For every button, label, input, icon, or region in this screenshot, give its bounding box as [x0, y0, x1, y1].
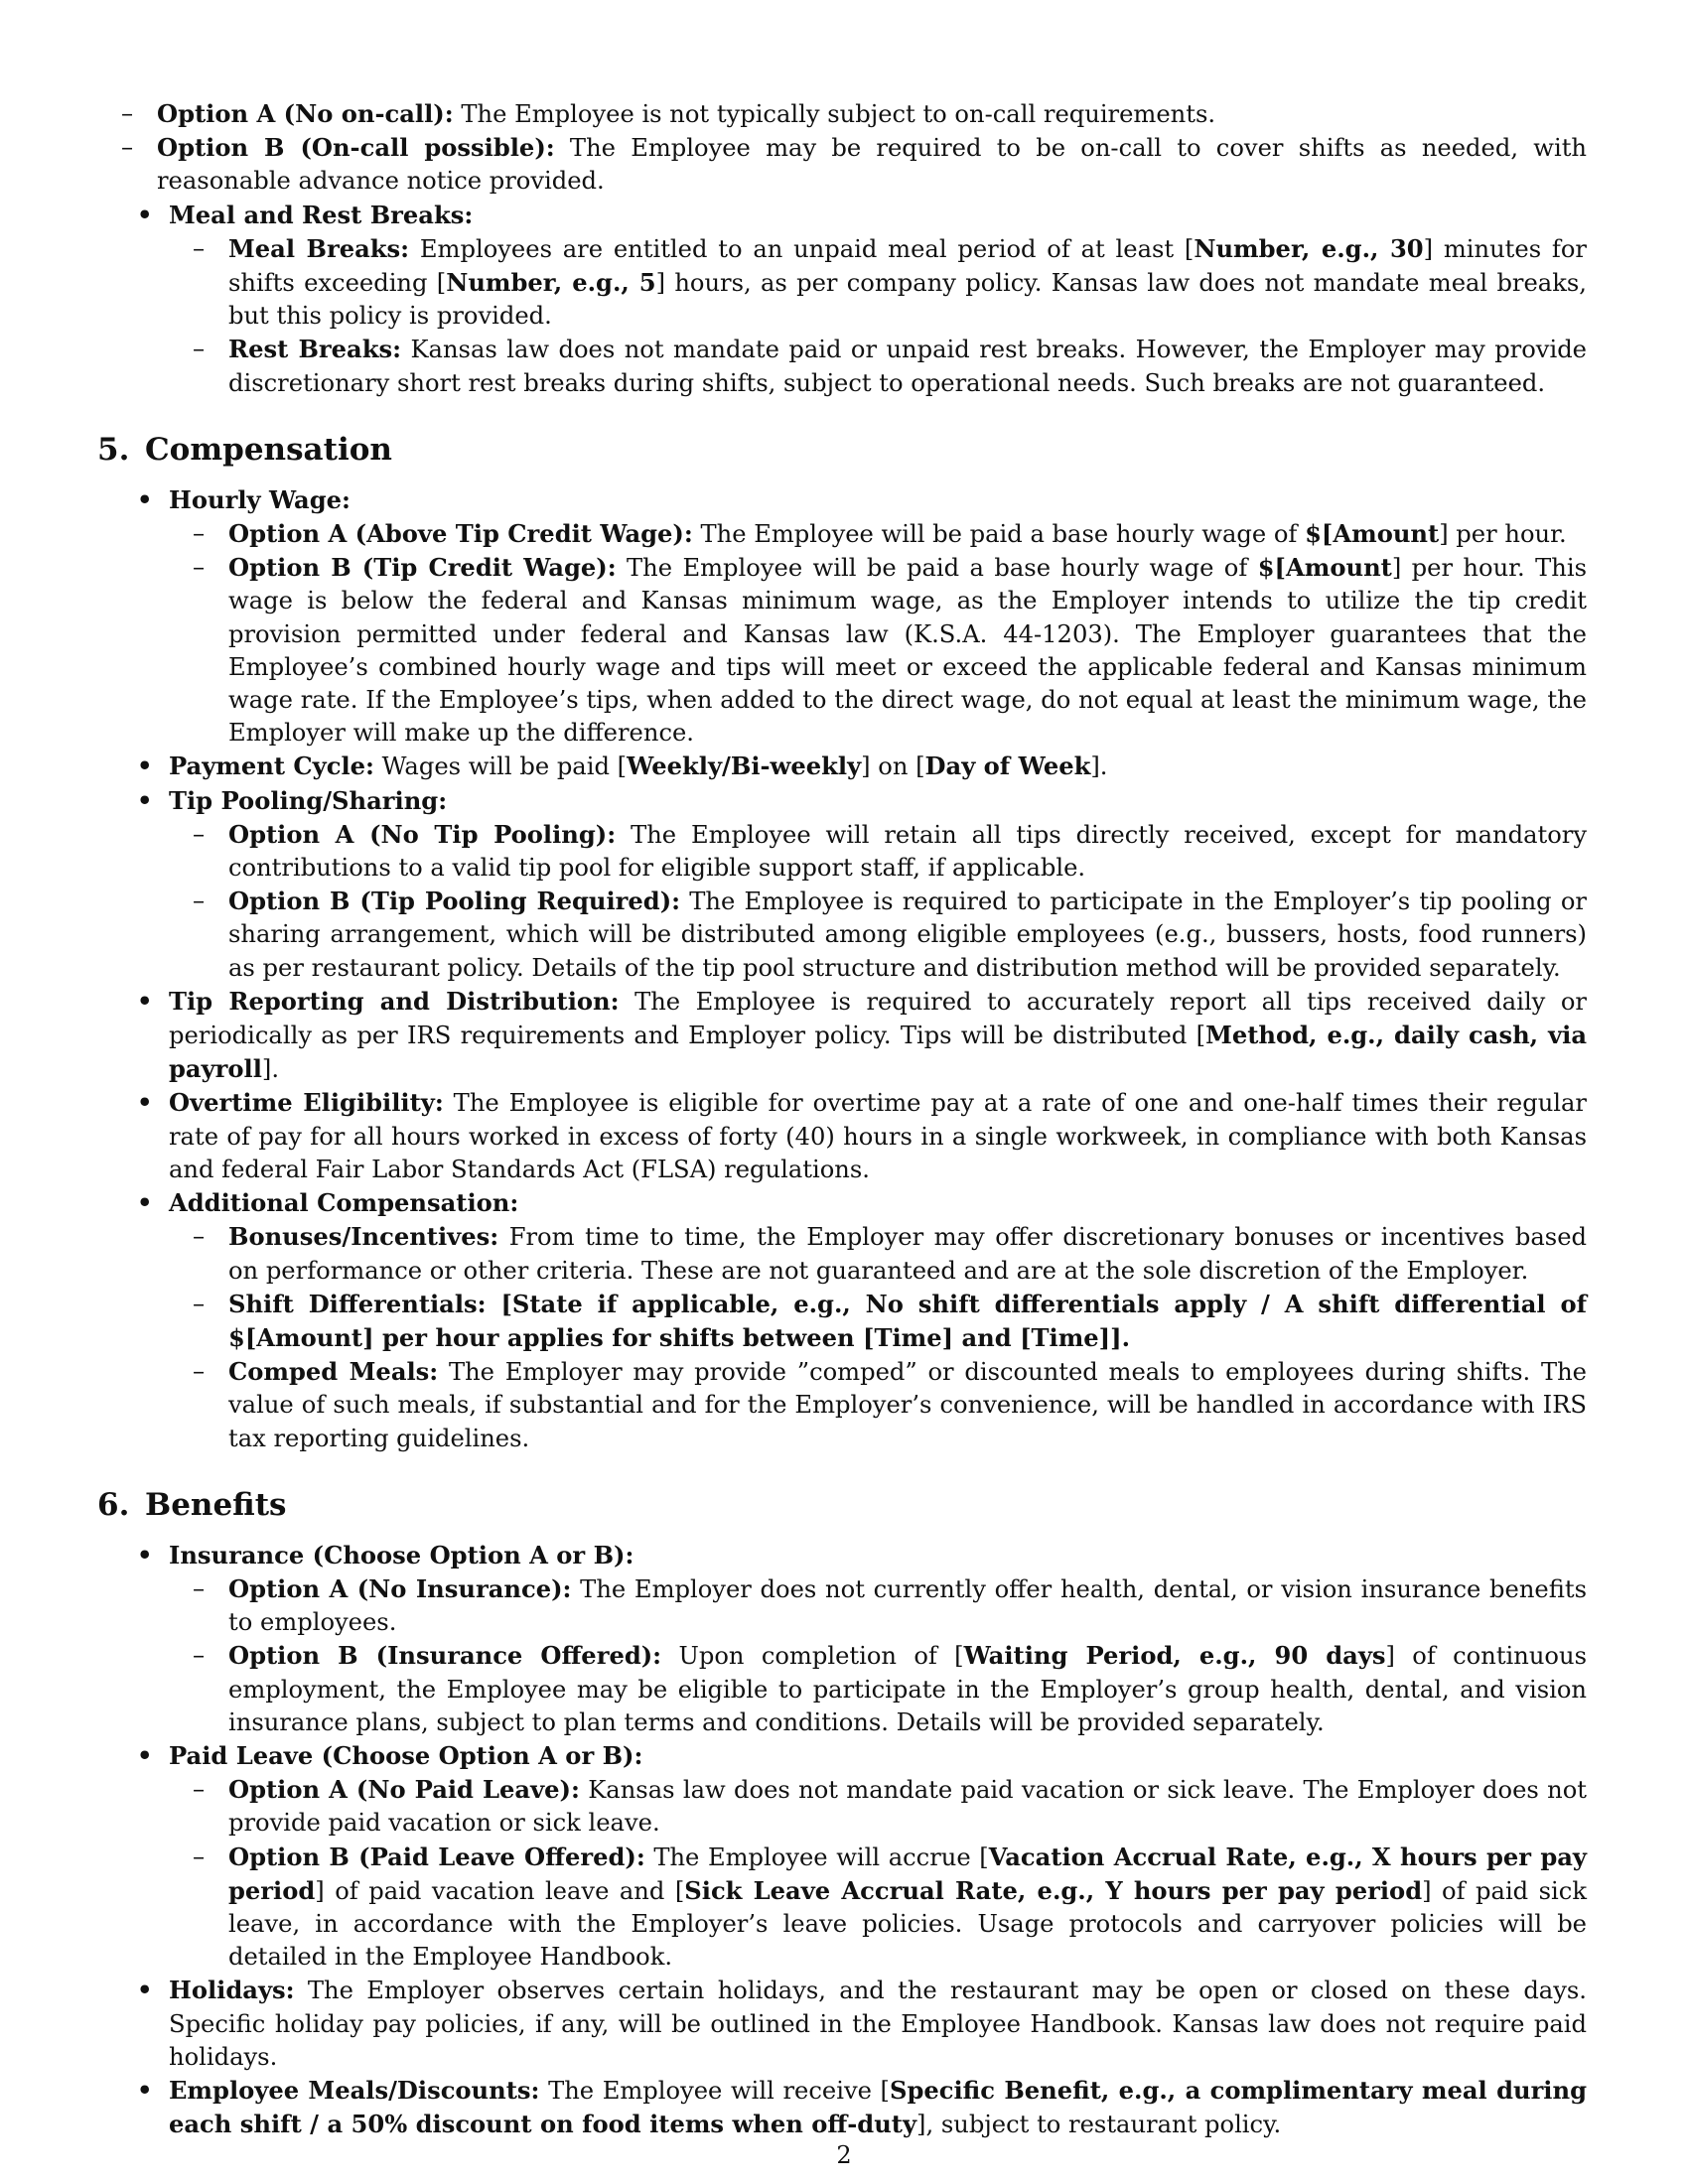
- list-item: • Additional Compensation: – Bonuses/Incentives: From time to time, the Employer may offer discretionary bonuses or incentives based on performance or other criteria. These are not guaranteed and are at the sole discretion of the Employer. – Shift Differentials: [State if applicable, e.g., No shift differentials apply / A shift differential of $[Amount] per hour applies for shifts between [Time] and [Time]]. – Comped Meals: The Employer may provide ”comped” or discounted meals to employees during shifts. The value of such meals, if substantial and for the Employer’s convenience, will be handled in accordance with IRS tax reporting guidelines.: [97, 1186, 1587, 1455]
- section-title-compensation: 5. Compensation: [97, 431, 392, 468]
- list-item: • Paid Leave (Choose Option A or B): – Option A (No Paid Leave): Kansas law does not mandate paid vacation or sick leave. The Employer does not provide paid vacation or sick leave. – Option B (Paid Leave Offered): The Employee will accrue [Vacation Accrual Rate, e.g., X hours per pay period] of paid vacation leave and [Sick Leave Accrual Rate, e.g., Y hours per pay period] of paid sick leave, in accordance with the Employer’s leave policies. Usage protocols and carryover policies will be detailed in the Employee Handbook.: [97, 1739, 1587, 1974]
- bullet-marker: •: [137, 200, 153, 229]
- dash-marker: –: [193, 519, 206, 548]
- dash-marker: –: [193, 1775, 206, 1804]
- list-item: • Employee Meals/Discounts: The Employee will receive [Specific Benefit, e.g., a complimentary meal during each shift / a 50% discount on food items when off-duty], subject to restaurant policy.: [137, 2075, 1587, 2139]
- dash-marker: –: [193, 1842, 206, 1870]
- list-item: • Holidays: The Employer observes certain holidays, and the restaurant may be open or closed on these days. Specific holiday pay policies, if any, will be outlined in the Employee Handbook. Kansas law does not require paid holidays.: [137, 1976, 1587, 2071]
- bullet-marker: •: [137, 1088, 153, 1118]
- list-item: – Bonuses/Incentives: From time to time, the Employer may offer discretionary bonuses or incentives based on performance or other criteria. These are not guaranteed and are at the sole discretion of the Employer.: [193, 1222, 1587, 1285]
- list-item: • Overtime Eligibility: The Employee is eligible for overtime pay at a rate of one and one-half times their regular rate of pay for all hours worked in excess of forty (40) hours in a single workweek, in compliance with both Kansas and federal Fair Labor Standards Act (FLSA) regulations.: [137, 1088, 1587, 1183]
- list-item: • Tip Pooling/Sharing: – Option A (No Tip Pooling): The Employee will retain all tips directly received, except for mandatory contributions to a valid tip pool for eligible support staff, if applicable. – Option B (Tip Pooling Required): The Employee is required to participate in the Employer’s tip pooling or sharing arrangement, which will be distributed among eligible employees (e.g., bussers, hosts, food runners) as per restaurant policy. Details of the tip pool structure and distribution method will be provided separately.: [97, 784, 1587, 985]
- oncall-options: [97, 97, 1587, 199]
- list-item: • Insurance (Choose Option A or B): – Option A (No Insurance): The Employer does not currently offer health, dental, or vision insurance benefits to employees. – Option B (Insurance Offered): Upon completion of [Waiting Period, e.g., 90 days] of continuous employment, the Employee may be eligible to participate in the Employer’s group health, dental, and vision insurance plans, subject to plan terms and conditions. Details will be provided separately.: [97, 1539, 1587, 1739]
- dash-marker: –: [193, 1222, 206, 1251]
- list-item: – Comped Meals: The Employer may provide ”comped” or discounted meals to employees during shifts. The value of such meals, if substantial and for the Employer’s convenience, will be handled in accordance with IRS tax reporting guidelines.: [193, 1357, 1587, 1452]
- list-item: – Meal Breaks: Employees are entitled to an unpaid meal period of at least [Number, e.g., 30] minutes for shifts exceeding [Number, e.g., 5] hours, as per company policy. Kansas law does not mandate meal breaks, but this policy is provided.: [193, 233, 1587, 331]
- benefits-list: [97, 1539, 1587, 2142]
- list-item: – Option A (No Insurance): The Employer does not currently offer health, dental, or vision insurance benefits to employees.: [193, 1573, 1588, 1637]
- dash-marker: –: [121, 133, 134, 162]
- list-item: – Option A (No Paid Leave): Kansas law does not mandate paid vacation or sick leave. The Employer does not provide paid vacation or sick leave.: [193, 1775, 1587, 1838]
- list-item: • Payment Cycle: Wages will be paid [Weekly/Bi-weekly] on [Day of Week].: [97, 750, 1587, 783]
- bullet-marker: •: [137, 986, 153, 1016]
- list-item: – Option B (On-call possible): The Employee may be required to be on-call to cover shifts as needed, with reasonable advance notice provided.: [121, 133, 1587, 196]
- list-item: – Option B (Paid Leave Offered): The Employee will accrue [Vacation Accrual Rate, e.g., X hours per pay period] of paid vacation leave and [Sick Leave Accrual Rate, e.g., Y hours per pay period] of paid sick leave, in accordance with the Employer’s leave policies. Usage protocols and carryover policies will be detailed in the Employee Handbook.: [193, 1842, 1587, 1972]
- breaks-list: [97, 199, 1587, 400]
- list-item: – Option A (No on-call): The Employee is not typically subject to on-call requirements.: [26, 97, 1587, 131]
- dash-marker: –: [193, 335, 206, 363]
- document-page: [97, 97, 1587, 2141]
- list-item: – Option A (Above Tip Credit Wage): The Employee will be paid a base hourly wage of $[Amount] per hour.: [97, 517, 1587, 551]
- bullet-marker: •: [137, 1976, 153, 2005]
- list-item: • Tip Reporting and Distribution: The Employee is required to accurately report all tips received daily or periodically as per IRS requirements and Employer policy. Tips will be distributed [Method, e.g., daily cash, via payroll].: [137, 986, 1587, 1084]
- list-item: – Shift Differentials: [State if applicable, e.g., No shift differentials apply / A shift differential of $[Amount] per hour applies for shifts between [Time] and [Time]].: [193, 1289, 1587, 1352]
- list-item: – Option B (Insurance Offered): Upon completion of [Waiting Period, e.g., 90 days] of continuous employment, the Employee may be eligible to participate in the Employer’s group health, dental, and vision insurance plans, subject to plan terms and conditions. Details will be provided separately.: [193, 1641, 1587, 1736]
- compensation-list: [97, 483, 1587, 1455]
- dash-marker: –: [193, 1641, 206, 1670]
- bullet-marker: •: [137, 785, 153, 815]
- dash-marker: –: [121, 99, 134, 127]
- bullet-marker: •: [137, 751, 153, 781]
- bullet-marker: •: [137, 1540, 153, 1570]
- section-title-benefits: 6. Benefits: [97, 1486, 287, 1523]
- dash-marker: –: [193, 887, 206, 915]
- list-item: – Option A (No Tip Pooling): The Employee will retain all tips directly received, except for mandatory contributions to a valid tip pool for eligible support staff, if applicable.: [193, 819, 1587, 883]
- dash-marker: –: [193, 819, 206, 848]
- page-number: 2: [836, 2141, 852, 2169]
- list-item: – Option B (Tip Credit Wage): The Employee will be paid a base hourly wage of $[Amount] per hour. This wage is below the federal and Kansas minimum wage, as the Employer intends to utilize the tip credit provision permitted under federal and Kansas law (K.S.A. 44-1203). The Employer guarantees that the Employee’s combined hourly wage and tips will meet or exceed the applicable federal and Kansas minimum wage rate. If the Employee’s tips, when added to the direct wage, do not equal at least the minimum wage, the Employer will make up the difference.: [193, 553, 1588, 748]
- dash-marker: –: [193, 233, 206, 262]
- dash-marker: –: [193, 1289, 206, 1317]
- dash-marker: –: [193, 1357, 206, 1386]
- list-item: • Hourly Wage: – Option A (Above Tip Credit Wage): The Employee will be paid a base hourly wage of $[Amount] per hour. – Option B (Tip Credit Wage): The Employee will be paid a base hourly wage of $[Amount] per hour. This wage is below the federal and Kansas minimum wage, as the Employer intends to utilize the tip credit provision permitted under federal and Kansas law (K.S.A. 44-1203). The Employer guarantees that the Employee’s combined hourly wage and tips will meet or exceed the applicable federal and Kansas minimum wage rate. If the Employee’s tips, when added to the direct wage, do not equal at least the minimum wage, the Employer will make up the difference.: [97, 483, 1587, 751]
- list-item: • Meal and Rest Breaks: – Meal Breaks: Employees are entitled to an unpaid meal period of at least [Number, e.g., 30] minutes for shifts exceeding [Number, e.g., 5] hours, as per company policy. Kansas law does not mandate meal breaks, but this policy is provided. – Rest Breaks: Kansas law does not mandate paid or unpaid rest breaks. However, the Employer may provide discretionary short rest breaks during shifts, subject to operational needs. Such breaks are not guaranteed.: [97, 199, 1587, 400]
- list-item: – Option B (Tip Pooling Required): The Employee is required to participate in the Employer’s tip pooling or sharing arrangement, which will be distributed among eligible employees (e.g., bussers, hosts, food runners) as per restaurant policy. Details of the tip pool structure and distribution method will be provided separately.: [193, 887, 1587, 982]
- list-item: – Rest Breaks: Kansas law does not mandate paid or unpaid rest breaks. However, the Employer may provide discretionary short rest breaks during shifts, subject to operational needs. Such breaks are not guaranteed.: [193, 335, 1587, 397]
- dash-marker: –: [193, 553, 206, 582]
- bullet-marker: •: [137, 1188, 153, 1218]
- dash-marker: –: [193, 1573, 206, 1602]
- bullet-marker: •: [137, 484, 153, 514]
- bullet-marker: •: [137, 1740, 153, 1770]
- bullet-marker: •: [137, 2075, 153, 2105]
